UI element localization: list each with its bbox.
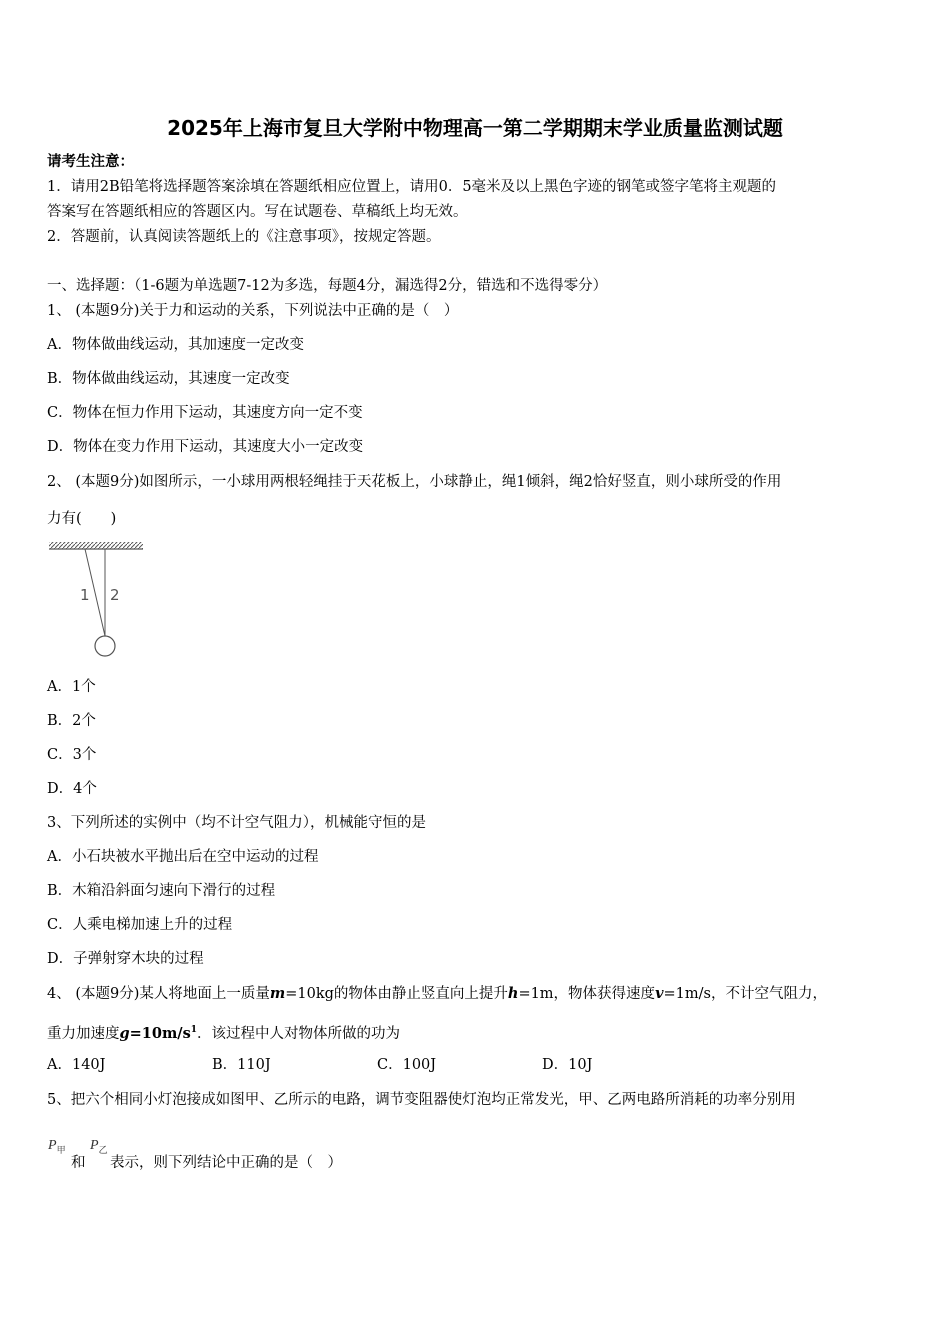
q4-options <box>47 1055 642 1075</box>
q2-option-a: A．1个 <box>47 679 96 695</box>
q4-option-d: D．10J <box>542 1057 593 1073</box>
q5-and: 和 <box>71 1155 86 1171</box>
q4-stem-line2 <box>47 1020 400 1044</box>
q4-stem-part: =1m，物体获得速度 <box>518 986 656 1002</box>
q5-symbol-p-jia <box>48 1138 66 1156</box>
q5-stem-line1: 5、把六个相同小灯泡接成如图甲、乙所示的电路，调节变阻器使灯泡均正常发光，甲、乙两电路所消耗的功率分别用 <box>47 1092 796 1108</box>
pendulum-diagram <box>47 540 147 660</box>
q4-stem-part: ．该过程中人对物体所做的功为 <box>197 1025 401 1042</box>
q3-option-a: A．小石块被水平抛出后在空中运动的过程 <box>47 849 319 865</box>
section-heading: 一、选择题：（1-6题为单选题7-12为多选，每题4分，漏选得2分，错选和不选得零分） <box>47 278 608 294</box>
rope-2-label: 2 <box>110 586 120 604</box>
q1-stem: 1、 (本题9分)关于力和运动的关系，下列说法中正确的是（ ） <box>47 303 459 319</box>
q3-option-d: D．子弹射穿木块的过程 <box>47 951 204 967</box>
q2-stem-line2: 力有( ) <box>47 511 117 527</box>
q4-var-h: h <box>507 985 519 1002</box>
q4-stem-part: =1m/s，不计空气阻力， <box>663 986 827 1002</box>
q4-option-b: B．110J <box>212 1057 271 1073</box>
q2-option-c: C．3个 <box>47 747 97 763</box>
ceiling-hatch <box>49 542 143 549</box>
q3-stem: 3、下列所述的实例中（均不计空气阻力），机械能守恒的是 <box>47 815 426 831</box>
q3-option-b: B．木箱沿斜面匀速向下滑行的过程 <box>47 883 276 899</box>
q2-option-d: D．4个 <box>47 781 97 797</box>
q4-var-v: v <box>655 985 664 1002</box>
q2-stem-line1: 2、 (本题9分)如图所示，一小球用两根轻绳挂于天花板上，小球静止，绳1倾斜，绳2恰好竖直，则小球所受的作用 <box>47 474 782 490</box>
q4-stem-part: =10m/s <box>129 1024 191 1042</box>
q1-option-a: A．物体做曲线运动，其加速度一定改变 <box>47 337 304 353</box>
ball <box>95 636 115 656</box>
q2-option-b: B．2个 <box>47 713 96 729</box>
q4-var-m: m <box>269 985 286 1002</box>
q5-p2-sub: 乙 <box>98 1144 108 1155</box>
q4-option-c: C．100J <box>377 1057 437 1073</box>
q4-var-g: g <box>119 1024 130 1042</box>
notice-item-1: 1．请用2B铅笔将选择题答案涂填在答题纸相应位置上，请用0．5毫米及以上黑色字迹的钢笔或签字笔将主观题的 <box>47 179 777 195</box>
notice-item-1-cont: 答案写在答题纸相应的答题区内。写在试题卷、草稿纸上均无效。 <box>47 204 468 220</box>
q1-option-d: D．物体在变力作用下运动，其速度大小一定改变 <box>47 439 364 455</box>
q4-stem-line1 <box>47 984 827 1004</box>
q5-p1: P <box>48 1138 57 1153</box>
q1-option-b: B．物体做曲线运动，其速度一定改变 <box>47 371 290 387</box>
q5-p1-sub: 甲 <box>56 1144 66 1155</box>
q1-option-c: C．物体在恒力作用下运动，其速度方向一定不变 <box>47 405 363 421</box>
q4-exponent: 1 <box>190 1025 198 1035</box>
rope-1-label: 1 <box>80 586 90 604</box>
notice-item-2: 2．答题前，认真阅读答题纸上的《注意事项》，按规定答题。 <box>47 229 441 245</box>
q5-symbol-p-yi <box>90 1138 108 1156</box>
q4-stem-part: 4、 (本题9分)某人将地面上一质量 <box>47 986 270 1002</box>
pendulum-figure <box>47 540 147 664</box>
q4-stem-part: 重力加速度 <box>47 1025 120 1042</box>
notice-heading: 请考生注意： <box>47 153 134 170</box>
q5-stem-line2: 表示，则下列结论中正确的是（ ） <box>110 1155 342 1171</box>
q5-p2: P <box>90 1138 99 1153</box>
q4-option-a: A．140J <box>47 1057 106 1073</box>
page-title: 2025年上海市复旦大学附中物理高一第二学期期末学业质量监测试题 <box>167 116 783 140</box>
q3-option-c: C．人乘电梯加速上升的过程 <box>47 917 233 933</box>
q4-stem-part: =10kg的物体由静止竖直向上提升 <box>285 986 508 1002</box>
